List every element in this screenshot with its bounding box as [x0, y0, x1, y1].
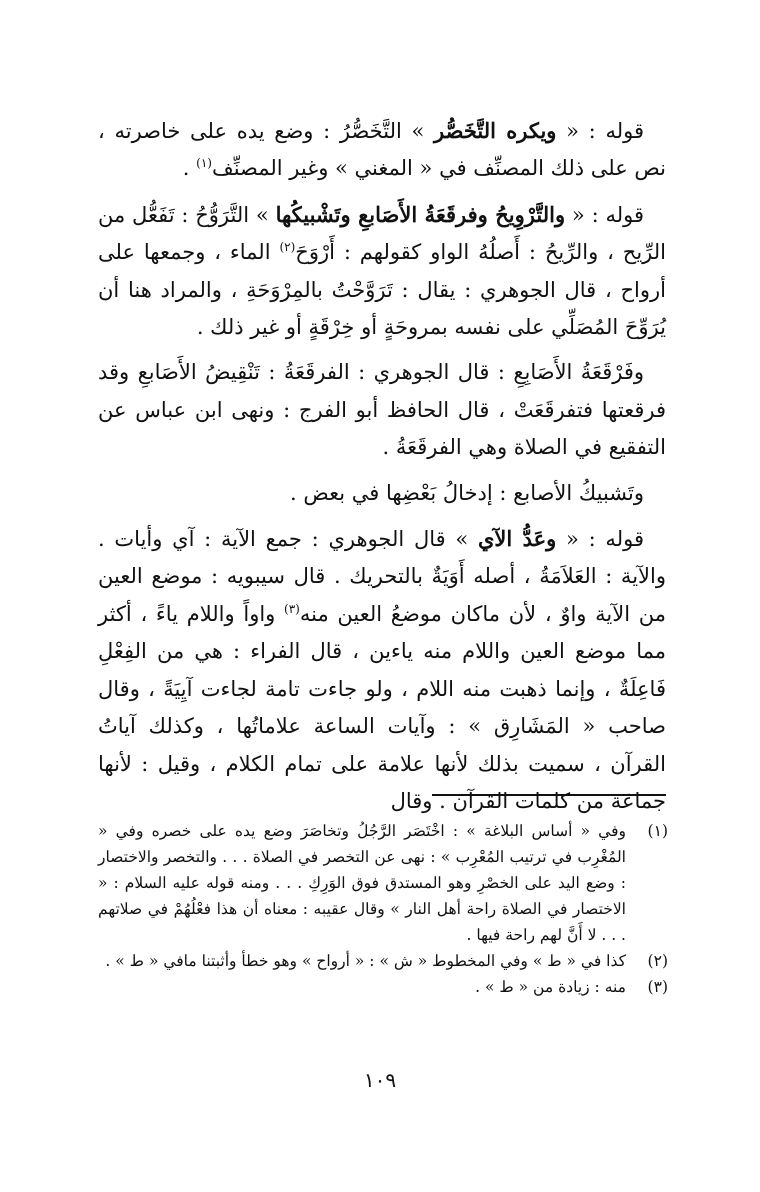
paragraph: وتَشبيكُ الأصابع : إدخالُ بَعْضِها في بعض .: [290, 480, 644, 505]
footnote: [98, 818, 668, 948]
footnote-ref: (١): [196, 156, 212, 171]
footnote-text: كذا في « ط » وفي المخطوط « ش » : « أرواح » وهو خطأ وأثبتنا مافي « ط » .: [105, 952, 626, 970]
main-text: [98, 112, 666, 828]
page-number: ١٠٩: [363, 1068, 397, 1092]
quoted-term: وعَدُّ الآي: [477, 526, 557, 552]
footnote-number: (٣): [647, 978, 668, 996]
footnote-ref: (٢): [279, 240, 296, 255]
footnote: [98, 974, 668, 1000]
quoted-term: والتَّرْوِيحُ وفرقَعَةُ الأَصَابعِ وتَشْبيكُها: [275, 201, 566, 227]
paragraph: قوله : « والتَّرْوِيحُ وفرقَعَةُ الأَصَابعِ وتَشْبيكُها » التَّرَوُّحُ : تَفَعُّل من الرِّيح ، والرِّيحُ : أَصلُهُ الواو كقولهم : أَرْوَحَ$^{(٢)}$ الماء ، وجمعها على أرواح ، قال الجوهري : يقال : تَرَوَّحْتُ بالمِرْوَحَةِ ، والمراد هنا أن يُرَوِّحَ المُصَلِّي على نفسه بمروحَةٍ أو خِرْقَةٍ أو غير ذلك .: [98, 201, 666, 340]
footnotes: [98, 818, 668, 1000]
footnote-number: (٢): [647, 952, 668, 970]
footnote-text: وفي « أساس البلاغة » : اخْتَصَر الرَّجُلُ وتخاصَرَ وضع يده على خصره وفي « المُغْرِب في ترتيب المُعْرِب » : نهى عن التخصر في الصلاة . . . والتخصر والاختصار : وضع اليد على الخصْرِ وهو المستدق فوق الوَرِكِ . . . ومنه قوله عليه السلام : « الاختصار في الصلاة راحة أهل النار » وقال عقيبه : معناه أن هذا فعْلُهُمْ في صلاتهم . . . لا أَنَّ لهم راحة فيها .: [98, 822, 626, 944]
paragraph: وفَرْقَعَةُ الأَصَابِعِ : قال الجوهري : الفرقَعَةُ : تَنْقِيضُ الأَصَابعِ وقد فرقعتها فتفرقَعَتْ ، قال الحافظ أبو الفرج : ونهى ابن عباس عن التفقيع في الصلاة وهي الفرقَعَةُ .: [98, 360, 666, 460]
paragraph: قوله : « وعَدُّ الآي » قال الجوهري : جمع الآية : آي وأيات . والآية : العَلاَمَةُ ، أصله أَوَيَةٌ بالتحريك . قال سيبويه : موضع العين من الآية واوٌ ، لأن ماكان موضعُ العين منه$^{(٣)}$ واواً واللام ياءً ، أكثر مما موضع العين واللام منه ياءين ، قال الفراء : هي من الفِعْلِ فَاعِلَةٌ ، وإنما ذهبت منه اللام ، ولو جاءت تامة لجاءت آيِيَةً ، وقال صاحب « المَشَارِق » : وآيات الساعة علاماتُها ، وكذلك آياتُ القرآن ، سميت بذلك لأنها علامة على تمام الكلام ، وقيل : لأنها جماعَة من كلمات القرآن . وقال: [98, 526, 666, 813]
footnote-number: (١): [647, 822, 668, 840]
quoted-term: ويكره التَّخَصُّر: [434, 118, 557, 143]
footnote-divider: [432, 794, 666, 796]
paragraph: قوله : « ويكره التَّخَصُّر » التَّخَصُّرُ : وضع يده على خاصرته ، نص على ذلك المصنِّف في « المغني » وغير المصنِّف$^{(١)}$ .: [98, 118, 666, 181]
footnote-text: منه : زيادة من « ط » .: [475, 978, 626, 996]
footnote: [98, 948, 668, 974]
footnote-ref: (٣): [284, 601, 300, 616]
